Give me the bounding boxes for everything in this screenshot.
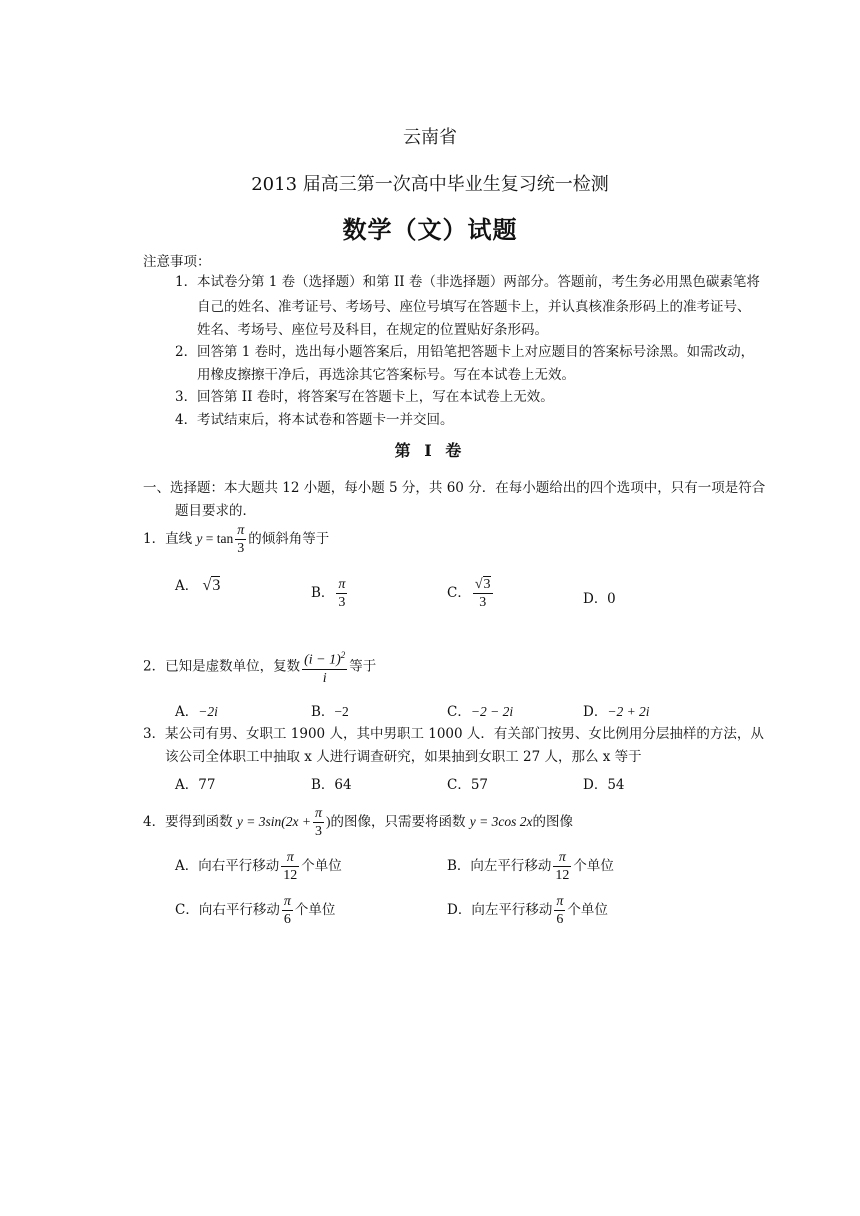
part-title: 第 Ⅰ 卷 <box>394 441 466 460</box>
question-4 <box>143 805 573 840</box>
q1-option-b <box>311 576 349 611</box>
q1-option-c <box>447 576 495 611</box>
q3-d-value: 54 <box>607 777 625 793</box>
q4-option-a: A．向右平行移动 $\frac{\pi}{12}$ 个单位 <box>175 850 342 883</box>
q4-option-d: D．向左平行移动 $\frac{\pi}{6}$ 个单位 <box>447 894 608 927</box>
notice-1-line-2: 自己的姓名、准考证号、考场号、座位号填写在答题卡上，并认真核准条形码上的准考证号、 <box>197 299 751 315</box>
q4-mid: 的图像，只需要将函数 <box>330 814 466 830</box>
q1-b-label: B． <box>311 585 335 601</box>
q1-var-y: y <box>196 531 203 546</box>
q2-number: 2． <box>143 658 166 675</box>
q2-frac-den: i <box>322 670 327 686</box>
q1-number: 1． <box>143 531 166 547</box>
notice-4-line-1: 考试结束后，将本试卷和答题卡一并交回。 <box>197 412 454 428</box>
q2-frac-num: $(i - 1)^2$ <box>302 647 347 670</box>
notice-1-line-3: 姓名、考场号、座位号及科目，在规定的位置贴好条形码。 <box>197 322 548 338</box>
q4-a-fraction: $\frac{\pi}{12}$ <box>283 850 298 883</box>
q4-post: 的图像 <box>532 814 574 830</box>
q4-frac-num: π <box>314 806 322 821</box>
q1-pre: 直线 <box>165 531 193 547</box>
q3-b-value: 64 <box>334 777 352 793</box>
q2-post: 等于 <box>349 658 377 675</box>
q3-line-1: 某公司有男、女职工 1900 人，其中男职工 1000 人．有关部门按男、女比例用分层抽样的方法，从 <box>165 726 764 742</box>
q1-c-den: 3 <box>479 595 487 610</box>
q4-option-b: B．向左平行移动 $\frac{\pi}{12}$ 个单位 <box>447 850 614 883</box>
notice-1-line-1: 本试卷分第 1 卷（选择题）和第 II 卷（非选择题）两部分。答题前，考生务必用黑色碳素笔将 <box>197 274 760 290</box>
notice-title: 注意事项： <box>143 254 211 270</box>
q4-frac-den: 3 <box>314 824 322 839</box>
q1-a-label: A． <box>175 578 199 594</box>
q1-c-fraction <box>473 576 493 611</box>
q1-eq: = tan <box>202 531 234 546</box>
q2-c-value: −2 − 2i <box>470 704 514 719</box>
q3-line-2: 该公司全体职工中抽取 x 人进行调查研究，如果抽到女职工 27 人，那么 x 等于 <box>165 749 642 765</box>
q3-c-value: 57 <box>470 777 489 793</box>
q3-a-value: 77 <box>198 777 216 793</box>
q1-a-value: √3 <box>202 577 221 594</box>
q1-option-d <box>583 589 615 609</box>
q2-b-value: −2 <box>334 704 349 719</box>
q3-number: 3． <box>143 726 166 742</box>
notice-num-2: 2． <box>175 344 198 360</box>
q2-option-b: B．−2 <box>311 704 349 720</box>
q3-option-b: B．64 <box>311 777 352 793</box>
notice-num-3: 3． <box>175 389 198 405</box>
q1-b-den: 3 <box>338 595 346 610</box>
q4-number: 4． <box>143 814 166 830</box>
q3-option-a: A．77 <box>175 777 216 793</box>
q3-option-c: C．57 <box>447 777 489 793</box>
q1-option-a <box>175 576 220 596</box>
q1-d-value: 0 <box>607 590 616 607</box>
q4-pre: 要得到函数 <box>165 814 233 830</box>
q1-post: 的倾斜角等于 <box>248 531 330 547</box>
section-line-1: 一、选择题：本大题共 12 小题，每小题 5 分，共 60 分．在每小题给出的四个选项中，只有一项是符合 <box>143 480 766 496</box>
q4-expr-1: y = 3sin(2x + <box>236 814 311 829</box>
q1-frac-num: π <box>237 523 245 538</box>
q4-option-c: C．向右平行移动 $\frac{\pi}{6}$ 个单位 <box>175 894 336 927</box>
subject-title: 数学（文）试题 <box>342 215 518 244</box>
q4-c-fraction: $\frac{\pi}{6}$ <box>283 894 291 927</box>
q4-fraction <box>313 805 324 840</box>
q2-option-c: C．−2 − 2i <box>447 704 514 720</box>
q1-b-fraction <box>336 576 347 611</box>
q2-d-value: −2 + 2i <box>607 704 650 719</box>
q3-option-d: D．54 <box>583 777 625 793</box>
q2-option-d: D．−2 + 2i <box>583 704 650 720</box>
q2-pre: 已知是虚数单位，复数 <box>165 658 301 675</box>
q2-a-value: −2i <box>198 704 218 719</box>
notice-3-line-1: 回答第 II 卷时，将答案写在答题卡上，写在本试卷上无效。 <box>197 389 554 405</box>
q4-b-fraction: $\frac{\pi}{12}$ <box>555 850 570 883</box>
question-1 <box>143 522 329 557</box>
q4-d-fraction: $\frac{\pi}{6}$ <box>556 894 564 927</box>
notice-num-1: 1． <box>175 274 198 290</box>
q2-fraction <box>302 647 347 687</box>
section-line-2: 题目要求的． <box>175 503 256 519</box>
q2-option-a: A．−2i <box>175 704 218 720</box>
province-title: 云南省 <box>403 127 457 148</box>
notice-num-4: 4． <box>175 412 198 428</box>
q4-expr-2: y = 3cos 2x <box>469 814 533 829</box>
q1-c-num: √3 <box>474 577 491 592</box>
notice-2-line-2: 用橡皮擦擦干净后，再选涂其它答案标号。写在本试卷上无效。 <box>197 367 575 383</box>
question-2 <box>143 647 376 687</box>
notice-2-line-1: 回答第 1 卷时，选出每小题答案后，用铅笔把答题卡上对应题目的答案标号涂黑。如需改动， <box>197 344 755 360</box>
q1-c-label: C． <box>447 585 471 601</box>
q1-b-num: π <box>338 577 346 592</box>
q1-d-label: D． <box>583 591 608 607</box>
q4-expr-1-close: ) <box>326 814 331 829</box>
q1-fraction <box>235 522 246 557</box>
exam-name: 2013 届高三第一次高中毕业生复习统一检测 <box>251 174 609 195</box>
q1-frac-den: 3 <box>237 541 245 556</box>
